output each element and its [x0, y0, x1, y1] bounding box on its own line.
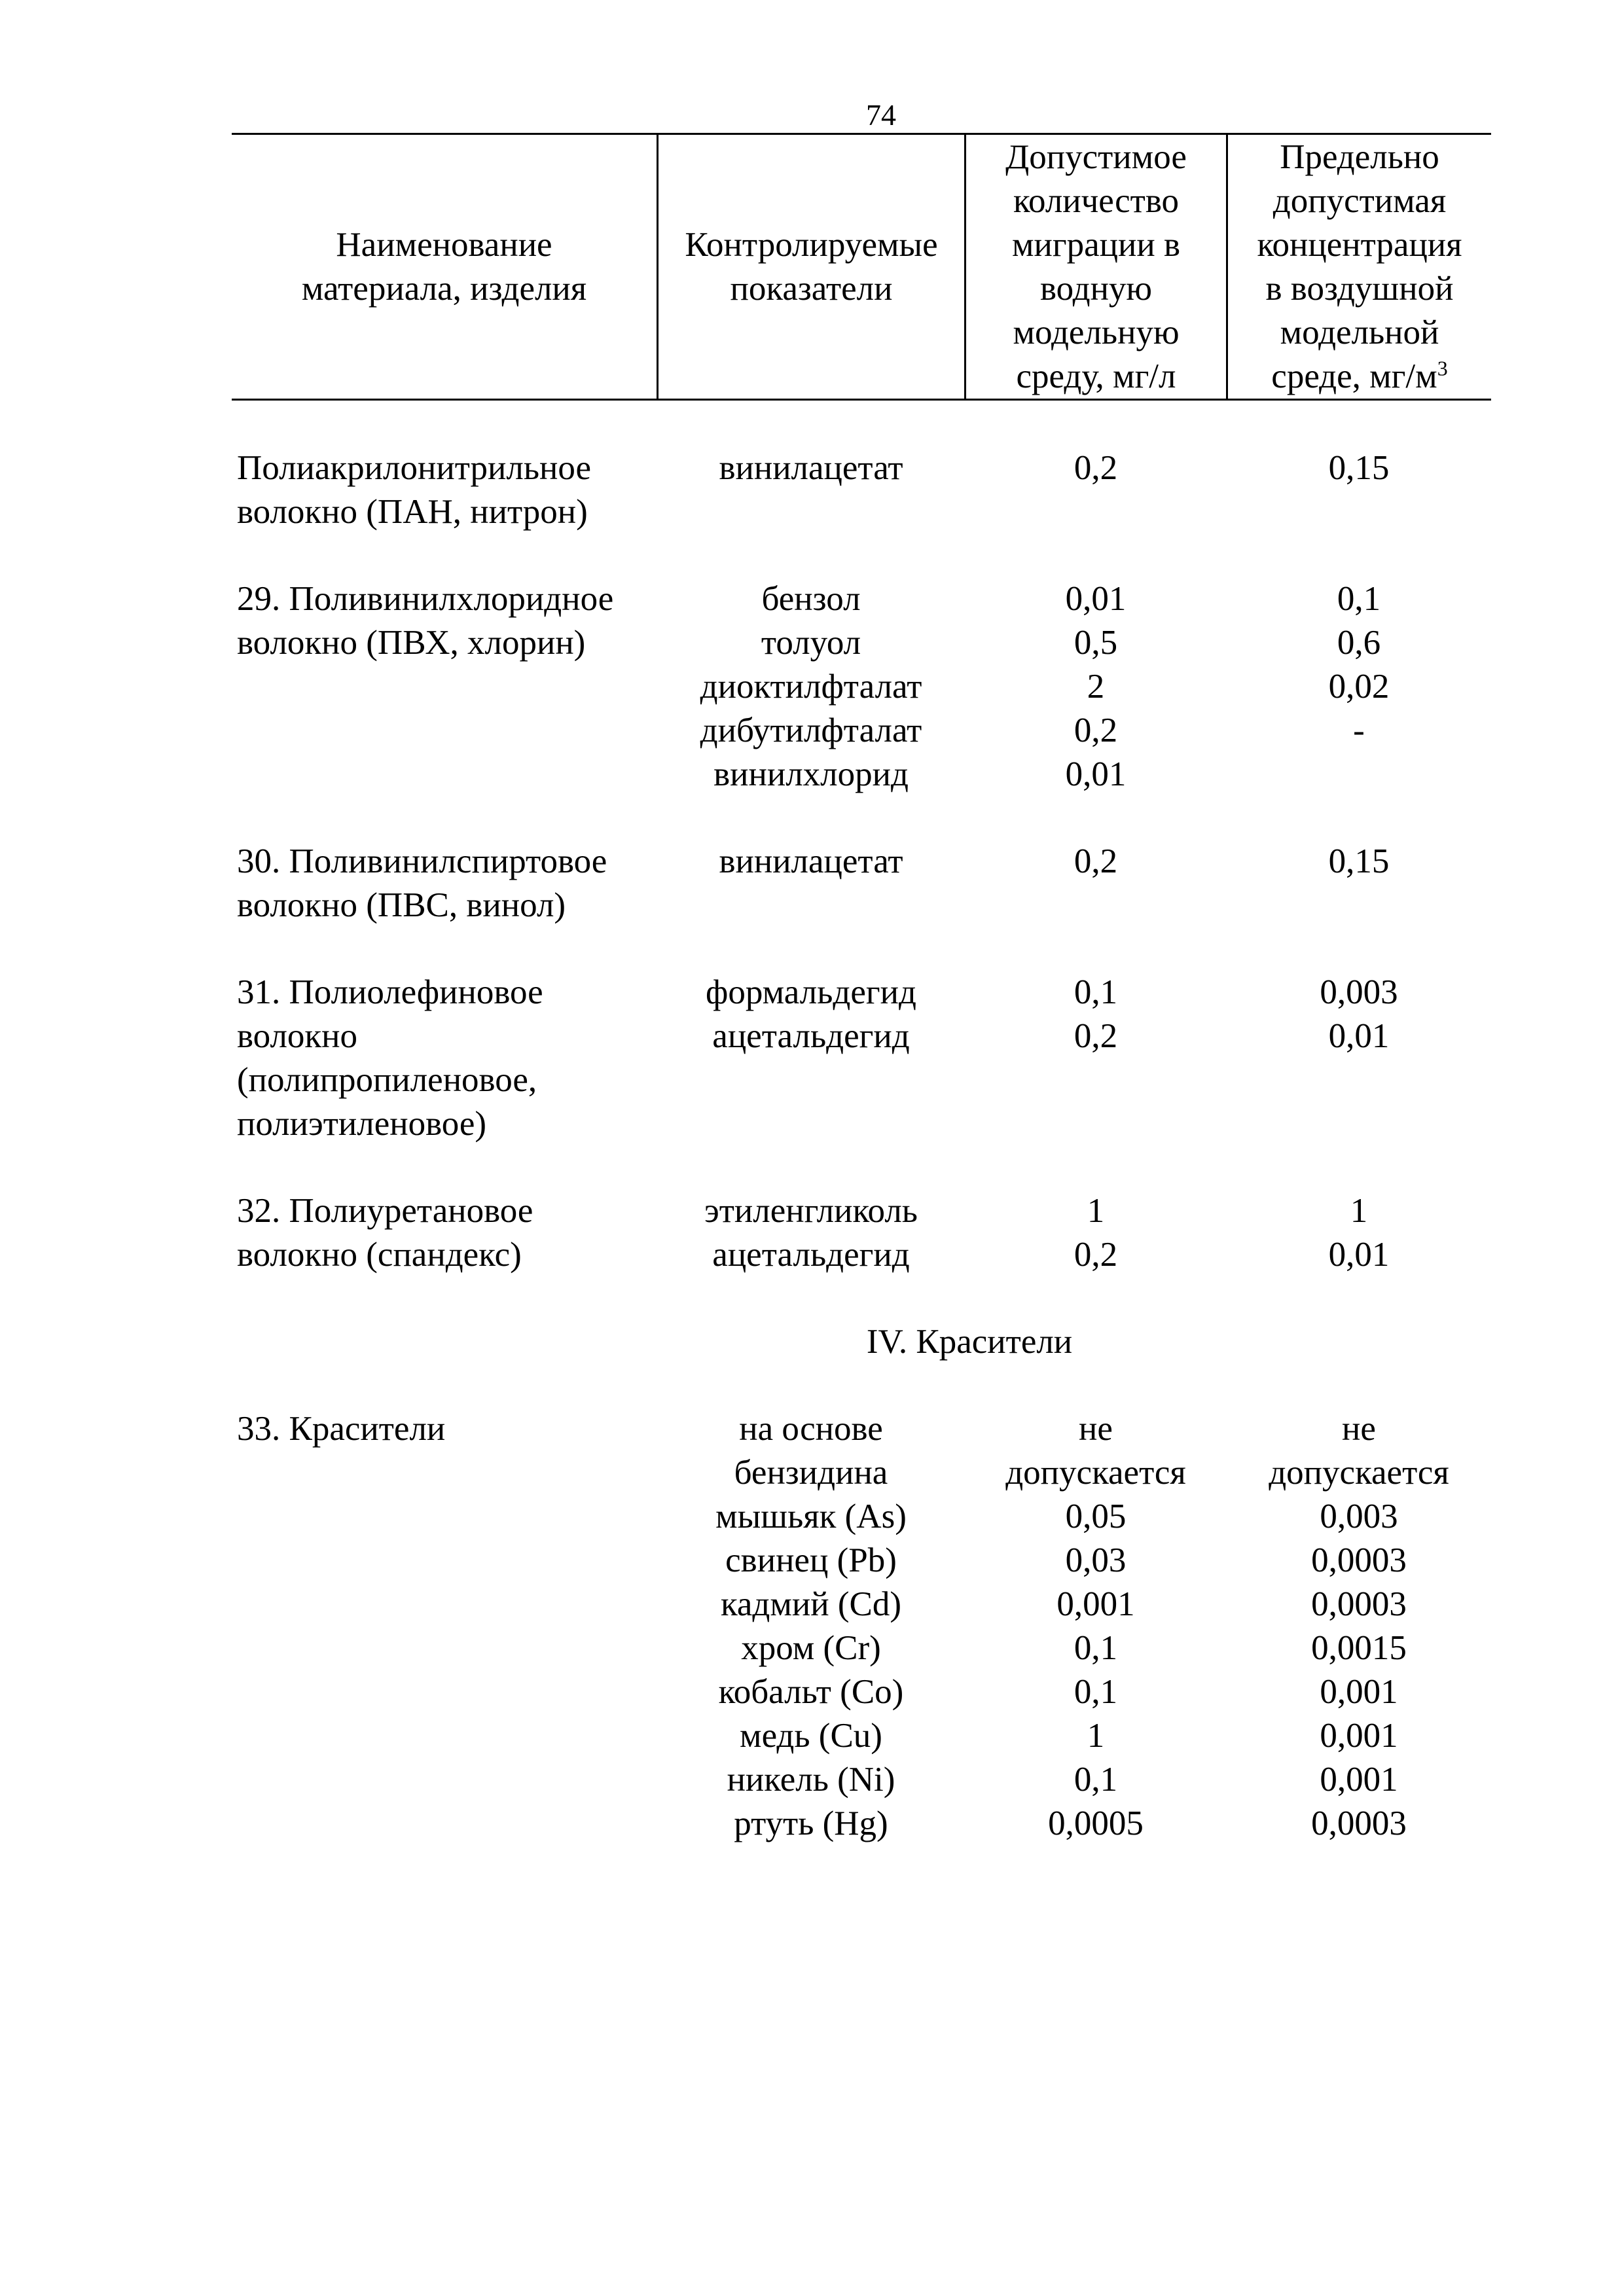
air-values: 0,15 — [1328, 842, 1390, 880]
material-name: 33. Красители — [237, 1410, 446, 1448]
material-name: 29. Поливинилхлоридное волокно (ПВХ, хлорин) — [237, 580, 614, 662]
header-material-name: Наименование материала, изделия — [301, 226, 587, 308]
indicator-list: бензол толуол диоктилфталат дибутилфталат винилхлорид — [700, 580, 922, 793]
air-values: 0,15 — [1328, 449, 1390, 487]
water-values: не допускается 0,05 0,03 0,001 0,1 0,1 1 0,1 0,0005 — [1005, 1410, 1186, 1842]
table-row — [232, 1407, 1491, 1846]
table-body — [232, 446, 1491, 1889]
air-values: 0,003 0,01 — [1320, 973, 1398, 1055]
table-row — [232, 446, 1491, 534]
header-water-migration: Допустимое количество миграции в водную модельную среду, мг/л — [1005, 138, 1187, 395]
material-name: Полиакрилонитрильное волокно (ПАН, нитрон) — [237, 449, 592, 531]
header-air-concentration: Предельно допустимая концентрация в воздушной модельной среде, $мг/м^3$ — [1257, 138, 1462, 395]
air-values: 0,1 0,6 0,02 - — [1328, 580, 1390, 749]
indicator-list: винилацетат — [719, 449, 903, 487]
table-row — [232, 577, 1491, 797]
table-row — [232, 971, 1491, 1146]
section-title: IV. Красители — [866, 1323, 1073, 1361]
water-values: 1 0,2 — [1074, 1192, 1118, 1274]
indicator-list: на основе бензидина мышьяк (As) свинец (Pb) кадмий (Cd) хром (Cr) кобальт (Co) медь (Cu) никель (Ni) ртуть (Hg) — [715, 1410, 907, 1842]
water-values: 0,1 0,2 — [1074, 973, 1118, 1055]
indicator-list: формальдегид ацетальдегид — [706, 973, 916, 1055]
table-row — [232, 840, 1491, 927]
indicator-list: этиленгликоль ацетальдегид — [704, 1192, 918, 1274]
indicator-list: винилацетат — [719, 842, 903, 880]
header-controlled-indicators: Контролируемые показатели — [685, 226, 938, 308]
table-row — [232, 1189, 1491, 1277]
water-values: 0,2 — [1074, 449, 1118, 487]
material-name: 31. Полиолефиновое волокно (полипропиленовое, полиэтиленовое) — [237, 973, 543, 1143]
water-values: 0,01 0,5 2 0,2 0,01 — [1065, 580, 1127, 793]
page-number: 74 — [866, 98, 896, 132]
air-values: не допускается 0,003 0,0003 0,0003 0,0015 0,001 0,001 0,001 0,0003 — [1269, 1410, 1449, 1842]
air-values: 1 0,01 — [1328, 1192, 1390, 1274]
material-name: 32. Полиуретановое волокно (спандекс) — [237, 1192, 533, 1274]
water-values: 0,2 — [1074, 842, 1118, 880]
material-name: 30. Поливинилспиртовое волокно (ПВС, винол) — [237, 842, 607, 924]
